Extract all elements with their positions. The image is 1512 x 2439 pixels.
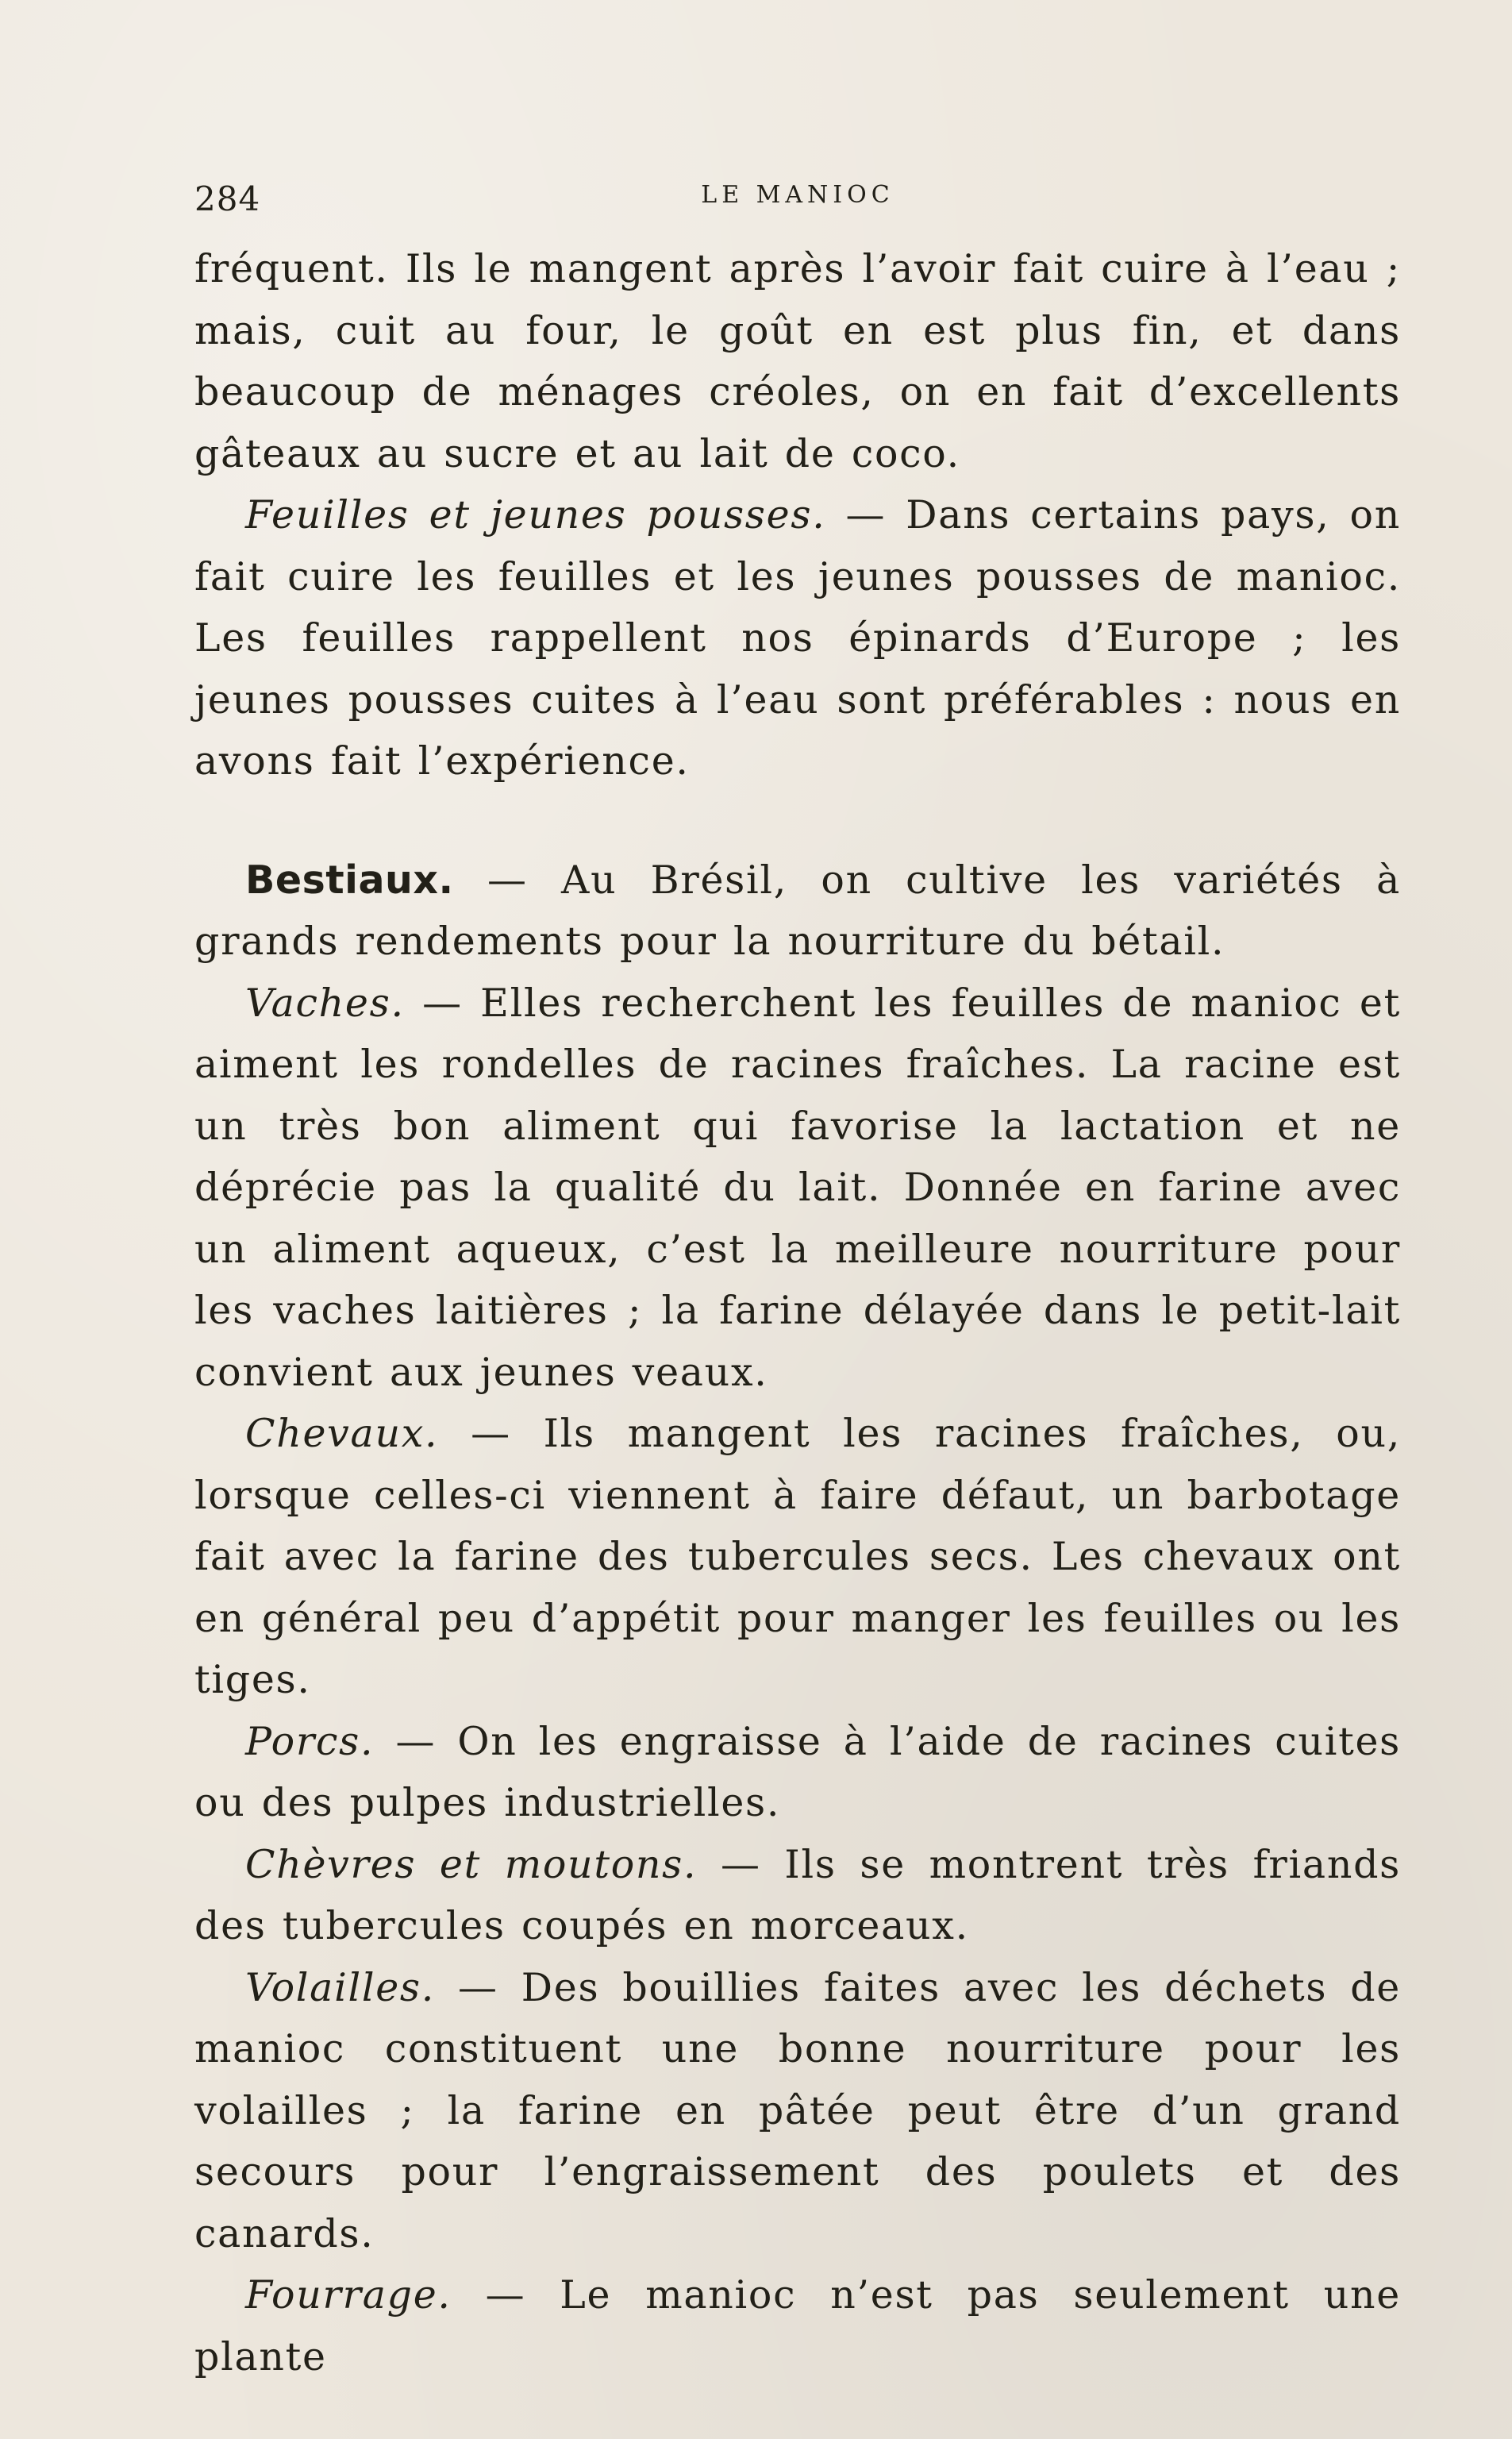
paragraph-porcs	[194, 1711, 1401, 1834]
paragraph-feuilles	[194, 484, 1401, 792]
paragraph-chevres	[194, 1834, 1401, 1957]
paragraph-volailles	[194, 1957, 1401, 2265]
paragraph-label: Chèvres et moutons.	[245, 1841, 698, 1887]
paragraph-label: Porcs.	[245, 1718, 375, 1764]
paragraph-vaches	[194, 973, 1401, 1404]
running-title: LE MANIOC	[701, 181, 895, 209]
paragraph-bestiaux	[194, 850, 1401, 973]
paragraph-chevaux	[194, 1403, 1401, 1711]
paragraph-fourrage	[194, 2264, 1401, 2387]
paragraph-text: — On les engraisse à l’aide de racines cuites ou des pulpes industrielles.	[194, 1718, 1401, 1825]
paragraph-text: — Au Brésil, on cultive les variétés à grands rendements pour la nourriture du bétail.	[194, 857, 1401, 964]
paragraph-text: fréquent. Ils le mangent après l’avoir fait cuire à l’eau ; mais, cuit au four, le goût en est plus fin, et dans beaucoup de ménages créoles, on en fait d’excellents gâteaux au sucre et au lait de coco.	[194, 246, 1401, 476]
paragraph-text: — Dans certains pays, on fait cuire les feuilles et les jeunes pousses de manioc. Les feuilles rappellent nos épinards d’Europe ; les jeunes pousses cuites à l’eau sont préférables : nous en avons fait l’expérience.	[194, 492, 1401, 784]
section-heading: Bestiaux.	[245, 857, 454, 903]
paragraph-continuation	[194, 238, 1401, 484]
paragraph-text: — Des bouillies faites avec les déchets de manioc constituent une bonne nourriture pour les volailles ; la farine en pâtée peut être d’un grand secours pour l’engraissement des poulets et des canards.	[194, 1964, 1401, 2256]
paragraph-text: — Elles recherchent les feuilles de manioc et aiment les rondelles de racines fraîches. La racine est un très bon aliment qui favorise la lactation et ne déprécie pas la qualité du lait. Donnée en farine avec un aliment aqueux, c’est la meilleure nourriture pour les vaches laitières ; la farine délayée dans le petit-lait convient aux jeunes veaux.	[194, 980, 1401, 1395]
paragraph-label: Volailles.	[245, 1964, 436, 2010]
paragraph-label: Chevaux.	[245, 1411, 439, 1456]
paragraph-text: — Ils se montrent très friands des tubercules coupés en morceaux.	[194, 1841, 1401, 1948]
section-gap	[194, 792, 1401, 850]
page-number: 284	[194, 179, 261, 218]
body-text	[194, 238, 1401, 2387]
paragraph-label: Vaches.	[245, 980, 405, 1026]
paragraph-label: Feuilles et jeunes pousses.	[245, 492, 826, 538]
paragraph-text: — Le manioc n’est pas seulement une plante	[194, 2272, 1401, 2379]
page-header	[194, 173, 1401, 229]
paragraph-text: — Ils mangent les racines fraîches, ou, lorsque celles-ci viennent à faire défaut, un barbotage fait avec la farine des tubercules secs. Les chevaux ont en général peu d’appétit pour manger les feuilles ou les tiges.	[194, 1411, 1401, 1702]
paragraph-label: Fourrage.	[245, 2272, 452, 2318]
